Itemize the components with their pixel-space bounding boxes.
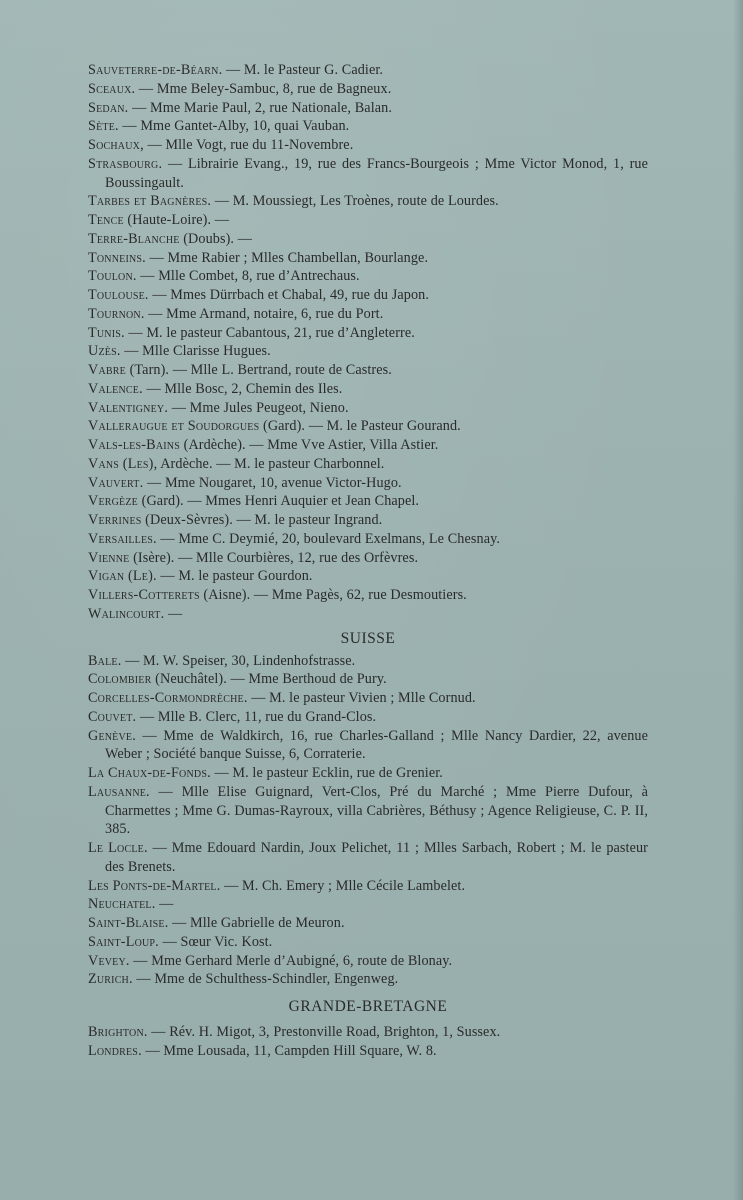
entry-details: — Mme Gerhard Merle d’Aubigné, 6, route de Blonay. [129, 952, 453, 969]
entry-details: — Mlle B. Clerc, 11, rue du Grand-Clos. [136, 708, 377, 725]
entry-place-name: Valentigney. [88, 399, 169, 416]
suisse-entries [88, 652, 648, 990]
directory-entry [88, 549, 648, 568]
entry-details: (Neuchâtel). — Mme Berthoud de Pury. [151, 671, 387, 688]
entry-place-name: Tence [88, 212, 124, 228]
entry-place-name: Sceaux. [88, 80, 136, 97]
entry-details: (Haute-Loire). — [123, 212, 230, 228]
entry-place-name: Terre-Blanche [88, 230, 180, 247]
directory-entry [88, 155, 648, 193]
entry-details: — M. le pasteur Gourdon. [156, 568, 313, 585]
entry-place-name: Zurich. [88, 971, 133, 988]
entry-details: — M. le pasteur Cabantous, 21, rue d’Angleterre. [124, 324, 415, 341]
directory-entry [88, 1023, 648, 1042]
directory-entry [88, 192, 648, 211]
entry-place-name: Lausanne. [88, 783, 150, 800]
directory-entry [88, 230, 648, 249]
directory-entry [88, 342, 648, 361]
page-edge-shadow [733, 0, 743, 1200]
entry-details: — M. le Pasteur G. Cadier. [222, 62, 384, 78]
directory-entry [88, 839, 648, 877]
entry-place-name: Versailles. [88, 530, 157, 547]
entry-details: — Rév. H. Migot, 3, Prestonville Road, Brighton, 1, Sussex. [147, 1024, 501, 1040]
directory-entry [88, 877, 648, 896]
entry-place-name: Bale. [88, 652, 122, 669]
directory-entry [88, 1042, 648, 1061]
entry-details: — Mlle Clarisse Hugues. [120, 343, 271, 360]
entry-place-name: Valleraugue et Soudorgues [88, 418, 260, 435]
entry-details: (Aisne). — Mme Pagès, 62, rue Desmoutiers. [199, 587, 467, 603]
entry-place-name: Sedan. [88, 99, 129, 116]
directory-entry [88, 436, 648, 455]
entry-place-name: Vergèze [88, 493, 138, 510]
directory-entry [88, 605, 648, 624]
entry-details: — Mme Beley-Sambuc, 8, rue de Bagneux. [135, 80, 392, 97]
entry-details: — Mlle Gabrielle de Meuron. [168, 915, 345, 931]
entry-details: — M. Ch. Emery ; Mlle Cécile Lambelet. [220, 877, 466, 894]
directory-entry [88, 136, 648, 155]
directory-entry [88, 689, 648, 708]
directory-entry [88, 895, 648, 914]
entry-place-name: Valence. [88, 380, 143, 397]
entry-place-name: Sochaux, [88, 137, 144, 153]
directory-entry [88, 914, 648, 933]
directory-entry [88, 783, 648, 839]
entry-place-name: Tonneins. [88, 249, 146, 266]
entry-place-name: Neuchatel. [88, 896, 156, 913]
entry-place-name: Saint-Blaise. [88, 915, 169, 931]
entry-place-name: Vienne [88, 549, 130, 566]
entry-details: (Tarn). — Mlle L. Bertrand, route de Castres. [125, 362, 392, 378]
directory-entry [88, 586, 648, 605]
entry-place-name: Strasbourg. [88, 155, 163, 172]
entry-place-name: Saint-Loup. [88, 933, 159, 950]
directory-entry [88, 361, 648, 380]
entry-place-name: Uzès. [88, 343, 121, 360]
entry-details: (Doubs). — [179, 230, 252, 247]
entry-details: Ardèche. — M. le pasteur Charbonnel. [157, 455, 385, 472]
entry-place-name: Tournon. [88, 305, 145, 322]
directory-entry [88, 324, 648, 343]
entry-details: — M. W. Speiser, 30, Lindenhofstrasse. [121, 652, 356, 669]
directory-entry [88, 455, 648, 474]
entry-details: — Mme Lousada, 11, Campden Hill Square, W. 8. [141, 1042, 437, 1059]
directory-entry [88, 492, 648, 511]
entry-details: — Mlle Vogt, rue du 11-Novembre. [143, 137, 354, 153]
entry-place-name: La Chaux-de-Fonds. [88, 765, 211, 781]
directory-entry [88, 399, 648, 418]
entry-place-name: Vals-les-Bains [88, 437, 180, 453]
directory-entry [88, 380, 648, 399]
entry-details: — [155, 896, 174, 913]
entry-details: (Deux-Sèvres). — M. le pasteur Ingrand. [141, 512, 383, 528]
entry-place-name: Brighton. [88, 1024, 148, 1040]
entry-details: — Mme de Waldkirch, 16, rue Charles-Galland ; Mlle Nancy Dardier, 22, avenue Weber ; Société banque Suisse, 6, Corraterie. [105, 727, 648, 763]
entry-details: — Mmes Dürrbach et Chabal, 49, rue du Japon. [148, 287, 429, 303]
entry-details: — Sœur Vic. Kost. [158, 933, 273, 950]
entry-details: — Librairie Evang., 19, rue des Francs-Bourgeois ; Mme Victor Monod, 1, rue Boussingault. [105, 155, 648, 191]
france-entries [88, 61, 648, 624]
entry-details: (Gard). — M. le Pasteur Gourand. [259, 418, 461, 435]
directory-entry [88, 249, 648, 268]
entry-details: — Mme Gantet-Alby, 10, quai Vauban. [118, 118, 350, 135]
entry-details: — Mme de Schulthess-Schindler, Engenweg. [132, 971, 399, 988]
section-heading-grande-bretagne: GRANDE-BRETAGNE [288, 998, 448, 1015]
entry-place-name: Colombier [88, 671, 152, 688]
directory-entry [88, 933, 648, 952]
entry-place-name: Corcelles-Cormondrèche. [88, 690, 248, 706]
directory-entry [88, 286, 648, 305]
entry-details: — Mme Nougaret, 10, avenue Victor-Hugo. [143, 474, 402, 491]
directory-entry [88, 305, 648, 324]
entry-place-name: Londres. [88, 1042, 142, 1059]
entry-place-name: Villers-Cotterets [88, 587, 200, 603]
entry-place-name: Vigan (Le). [88, 568, 157, 585]
entry-details: — [164, 605, 183, 622]
directory-entry [88, 474, 648, 493]
section-heading-suisse: SUISSE [340, 629, 396, 647]
entry-place-name: Vans (Les), [88, 455, 158, 472]
entry-details: — Mlle Combet, 8, rue d’Antrechaus. [136, 268, 360, 285]
entry-place-name: Sauveterre-de-Béarn. [88, 62, 223, 78]
entry-details: — Mlle Bosc, 2, Chemin des Iles. [142, 380, 343, 397]
entry-details: — Mme Edouard Nardin, Joux Pelichet, 11 ; Mlles Sarbach, Robert ; M. le pasteur des Brenets. [105, 840, 648, 875]
entry-details: — M. le pasteur Vivien ; Mlle Cornud. [247, 690, 476, 706]
directory-entry [88, 511, 648, 530]
grande-bretagne-entries [88, 1023, 648, 1061]
entry-details: (Ardèche). — Mme Vve Astier, Villa Astier. [179, 437, 439, 453]
directory-listing [88, 61, 648, 1061]
directory-entry [88, 99, 648, 118]
entry-details: — M. le pasteur Ecklin, rue de Grenier. [210, 765, 443, 781]
entry-place-name: Le Locle. [88, 840, 148, 856]
entry-place-name: Les Ponts-de-Martel. [88, 877, 221, 894]
directory-entry [88, 117, 648, 136]
entry-details: — M. Moussiegt, Les Troènes, route de Lourdes. [211, 193, 499, 210]
entry-place-name: Sète. [88, 118, 119, 135]
directory-entry [88, 267, 648, 286]
directory-entry [88, 61, 648, 80]
entry-place-name: Verrines [88, 512, 142, 528]
entry-details: — Mme Rabier ; Mlles Chambellan, Bourlange. [145, 249, 429, 266]
entry-place-name: Tarbes et Bagnères. [88, 193, 212, 210]
entry-details: — Mme Marie Paul, 2, rue Nationale, Balan. [128, 99, 392, 116]
directory-entry [88, 567, 648, 586]
directory-entry [88, 670, 648, 689]
directory-entry [88, 80, 648, 99]
entry-details: — Mlle Elise Guignard, Vert-Clos, Pré du Marché ; Mme Pierre Dufour, à Charmettes ; Mme G. Dumas-Rayroux, villa Cabrières, Béthusy ; Agence Religieuse, C. P. II, 385. [105, 783, 648, 838]
directory-entry [88, 417, 648, 436]
entry-place-name: Genève. [88, 727, 136, 744]
directory-entry [88, 764, 648, 783]
entry-place-name: Couvet. [88, 708, 137, 725]
entry-details: — Mme Armand, notaire, 6, rue du Port. [144, 305, 384, 322]
entry-place-name: Toulon. [88, 268, 137, 285]
entry-details: — Mme Jules Peugeot, Nieno. [168, 399, 349, 416]
entry-details: (Gard). — Mmes Henri Auquier et Jean Chapel. [137, 493, 420, 510]
entry-details: (Isère). — Mlle Courbières, 12, rue des Orfèvres. [129, 549, 419, 566]
entry-place-name: Vauvert. [88, 474, 144, 491]
directory-entry [88, 727, 648, 765]
entry-details: — Mme C. Deymié, 20, boulevard Exelmans, Le Chesnay. [156, 530, 501, 547]
directory-entry [88, 211, 648, 230]
entry-place-name: Vevey. [88, 952, 130, 969]
entry-place-name: Walincourt. [88, 605, 165, 622]
entry-place-name: Toulouse. [88, 287, 149, 303]
directory-entry [88, 708, 648, 727]
directory-entry [88, 952, 648, 971]
entry-place-name: Tunis. [88, 324, 125, 341]
directory-entry [88, 530, 648, 549]
directory-entry [88, 652, 648, 671]
directory-entry [88, 970, 648, 989]
entry-place-name: Vabre [88, 362, 126, 378]
